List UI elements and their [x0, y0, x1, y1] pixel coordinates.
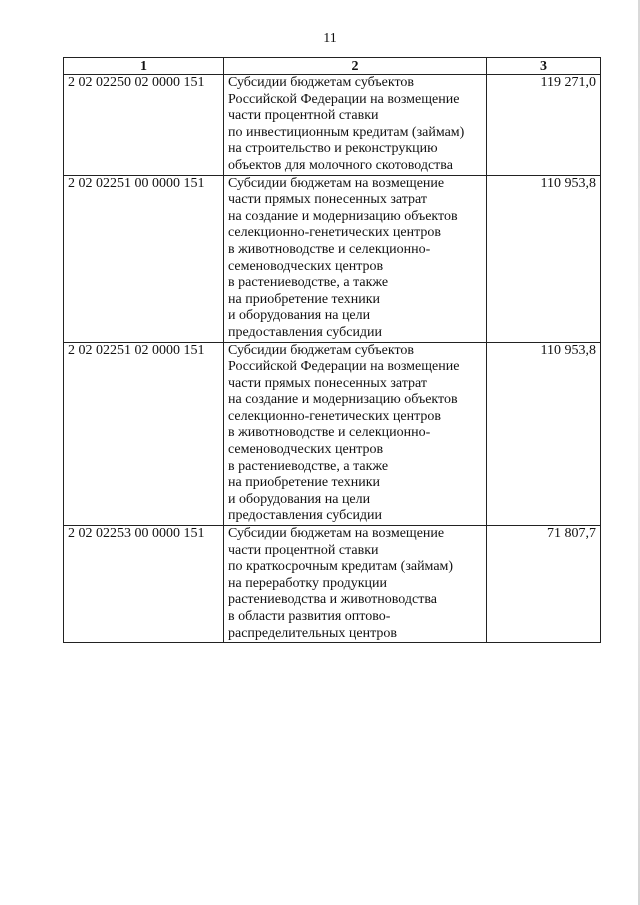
table-row — [64, 342, 601, 526]
amount-cell: 110 953,8 — [487, 175, 601, 342]
budget-code-cell: 2 02 02250 02 0000 151 — [64, 75, 224, 176]
amount-cell: 110 953,8 — [487, 342, 601, 526]
description-cell: Субсидии бюджетам на возмещение части прямых понесенных затрат на создание и модернизацию объектов селекционно-генетических центров в животноводстве и селекционно- семеноводческих центров в растениеводстве, а также на приобретение техники и оборудования на цели предоставления субсидии — [224, 175, 487, 342]
budget-code-cell: 2 02 02251 02 0000 151 — [64, 342, 224, 526]
table-row — [64, 526, 601, 643]
amount-cell: 119 271,0 — [487, 75, 601, 176]
table-row — [64, 175, 601, 342]
column-header-code: 1 — [64, 58, 224, 75]
budget-code-cell: 2 02 02253 00 0000 151 — [64, 526, 224, 643]
description-cell: Субсидии бюджетам на возмещение части процентной ставки по краткосрочным кредитам (займам) на переработку продукции растениеводства и животноводства в области развития оптово- распределительных центров — [224, 526, 487, 643]
budget-table — [63, 57, 601, 643]
amount-cell: 71 807,7 — [487, 526, 601, 643]
table-row — [64, 75, 601, 176]
page-number: 11 — [323, 31, 337, 46]
column-header-amount: 3 — [487, 58, 601, 75]
description-cell: Субсидии бюджетам субъектов Российской Федерации на возмещение части процентной ставки по инвестиционным кредитам (займам) на строительство и реконструкцию объектов для молочного скотоводства — [224, 75, 487, 176]
description-cell: Субсидии бюджетам субъектов Российской Федерации на возмещение части прямых понесенных затрат на создание и модернизацию объектов селекционно-генетических центров в животноводстве и селекционно- семеноводческих центров в растениеводстве, а также на приобретение техники и оборудования на цели предоставления субсидии — [224, 342, 487, 526]
budget-code-cell: 2 02 02251 00 0000 151 — [64, 175, 224, 342]
column-header-name: 2 — [224, 58, 487, 75]
table-header-row — [64, 58, 601, 75]
